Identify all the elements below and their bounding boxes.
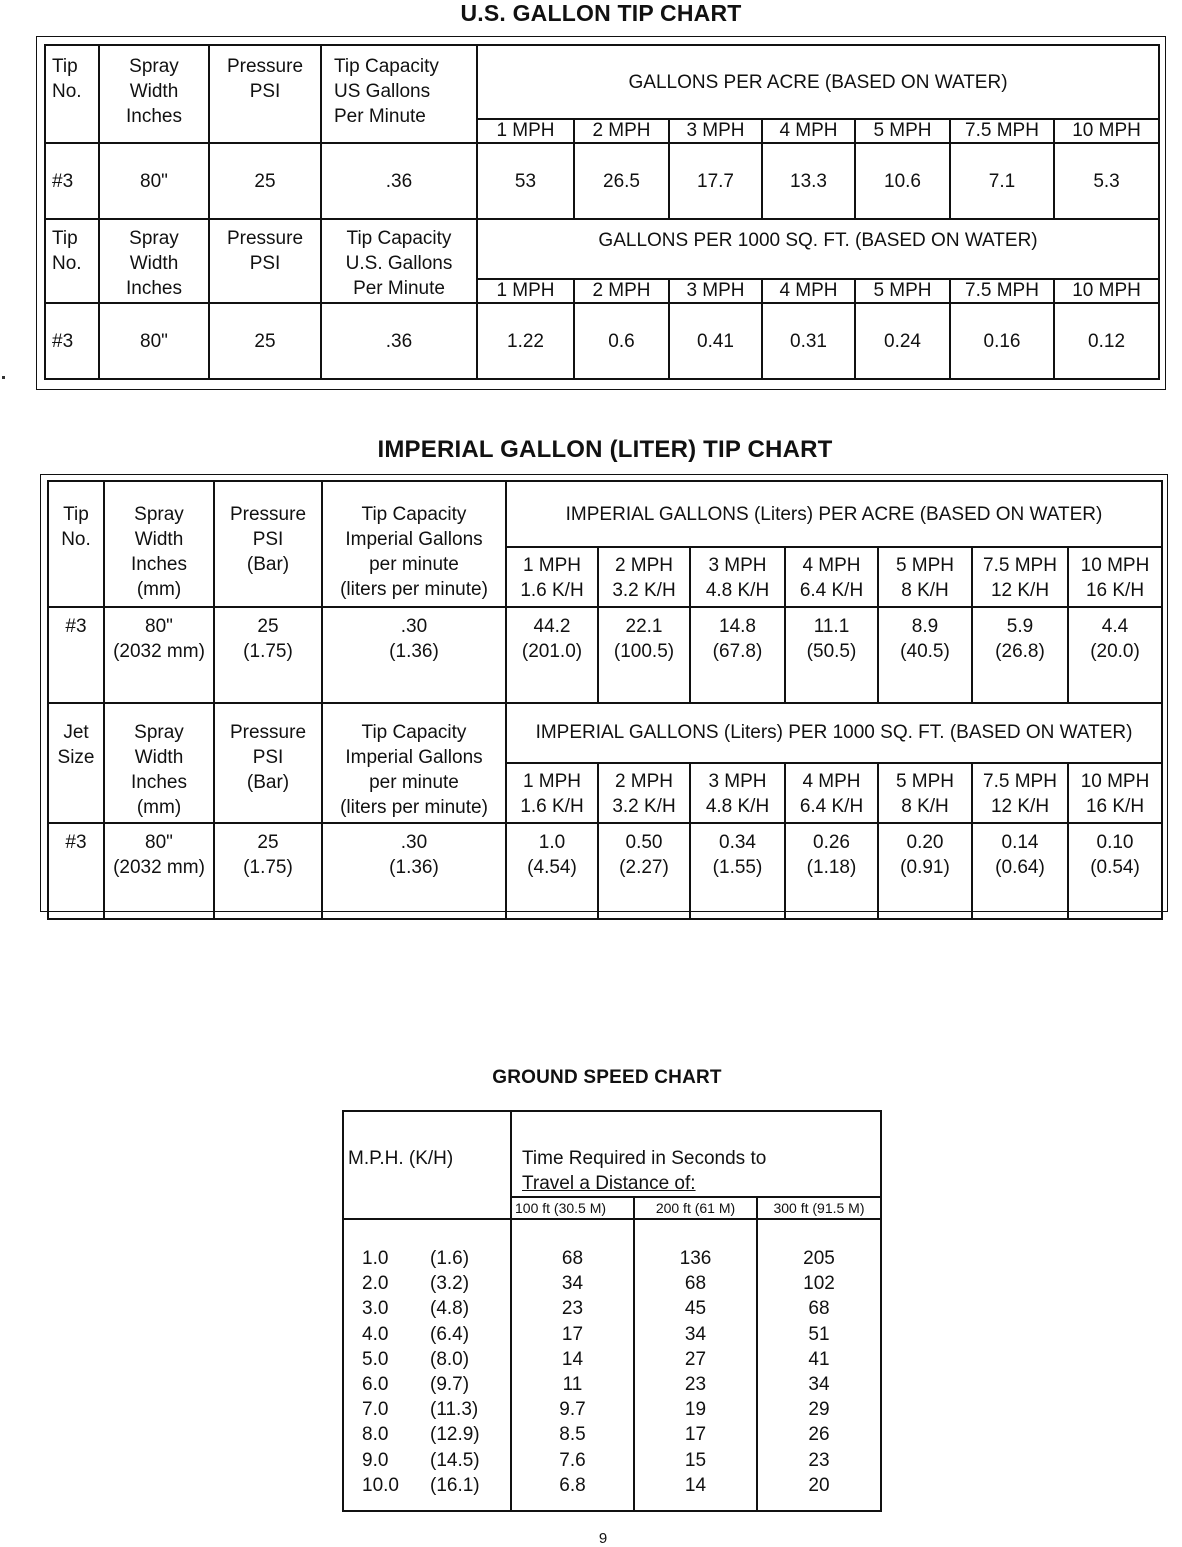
scan-speck — [2, 376, 5, 379]
us-speed2-1: 1 MPH — [477, 279, 574, 303]
imp-r1-v6-gal: 5.9 — [1006, 616, 1034, 637]
us-h1-capacity-l3: Per Minute — [334, 106, 426, 127]
imp-h1-tip-l2: No. — [61, 529, 91, 550]
gs-mph-value: 6.0 — [362, 1374, 389, 1396]
imp-h2-capacity — [322, 703, 506, 823]
imp-h1-spray — [104, 481, 214, 607]
us-h2-spray-l2: Width — [129, 253, 179, 274]
imp-data-row-2 — [48, 823, 1162, 919]
gs-speed-row — [362, 1246, 510, 1271]
gs-time-200: 27 — [684, 1348, 707, 1370]
imp-h2-spray-l1: Spray — [134, 722, 184, 743]
imp-h2-capacity-l4: (liters per minute) — [340, 797, 488, 818]
us-speed-1: 1 MPH — [477, 119, 574, 143]
us-h2-spray — [99, 219, 209, 303]
gs-time-header — [511, 1111, 881, 1197]
gs-time-100: 17 — [561, 1323, 584, 1345]
us-r1-v7: 5.3 — [1054, 143, 1159, 219]
imp-speed2-5 — [878, 763, 972, 823]
imp-speed-5-mph: 5 MPH — [895, 555, 955, 576]
imp-data-row-1 — [48, 607, 1162, 703]
imp-header-row-2 — [48, 703, 1162, 763]
imp-r2-v4-gal: 0.26 — [813, 832, 850, 853]
gs-time-100: 9.7 — [559, 1399, 586, 1421]
us-speed2-3: 3 MPH — [669, 279, 762, 303]
imp-speed-6-mph: 7.5 MPH — [983, 555, 1057, 576]
imp-r2-bar: (1.75) — [243, 857, 293, 878]
us-speed-4: 4 MPH — [762, 119, 855, 143]
gs-time-100: 23 — [561, 1298, 584, 1320]
imp-h2-spray-l2: Width — [134, 747, 184, 768]
imp-r2-cap-l: (1.36) — [389, 857, 439, 878]
imp-r2-v6-l: (0.64) — [995, 857, 1045, 878]
us-r2-v7: 0.12 — [1054, 303, 1159, 379]
imp-speed2-2-mph: 2 MPH — [614, 771, 674, 792]
imp-r1-pressure — [214, 607, 322, 703]
us-h2-capacity-l1: Tip Capacity — [346, 228, 452, 249]
us-h2-group: GALLONS PER 1000 SQ. FT. (BASED ON WATER) — [477, 219, 1159, 279]
imp-r2-v1-gal: 1.0 — [538, 832, 566, 853]
imperial-chart-title: IMPERIAL GALLON (LITER) TIP CHART — [377, 436, 833, 463]
us-speed-2: 2 MPH — [574, 119, 669, 143]
imp-r1-v4 — [785, 607, 878, 703]
us-r2-v5: 0.24 — [855, 303, 950, 379]
imp-r1-v3-gal: 14.8 — [719, 616, 756, 637]
imp-speed2-3-kh: 4.8 K/H — [705, 796, 770, 817]
imp-speed-5 — [878, 547, 972, 607]
imp-speed-5-kh: 8 K/H — [901, 580, 949, 601]
imp-r1-spray-mm: (2032 mm) — [113, 641, 205, 662]
imp-r1-v5 — [878, 607, 972, 703]
gs-speed-row — [362, 1322, 510, 1347]
imp-r2-capacity — [322, 823, 506, 919]
gs-time-100: 8.5 — [559, 1424, 586, 1446]
us-speed-7: 10 MPH — [1054, 119, 1159, 143]
imp-r1-v3-l: (67.8) — [712, 641, 763, 662]
imp-r2-spray-in: 80" — [145, 832, 173, 853]
imp-h1-spray-l2: Width — [134, 529, 184, 550]
imp-h2-tip-l1: Jet — [63, 722, 89, 743]
imp-speed-3-mph: 3 MPH — [708, 555, 767, 576]
us-h2-pressure-l2: PSI — [249, 253, 281, 274]
imp-speed-6-kh: 12 K/H — [990, 580, 1050, 601]
gs-mph-value: 2.0 — [362, 1273, 389, 1295]
gs-kh-value: (6.4) — [430, 1323, 470, 1345]
gs-time-header-l1: Time Required in Seconds to — [522, 1148, 767, 1169]
imp-speed-2-mph: 2 MPH — [614, 555, 674, 576]
us-h1-spray-l2: Width — [129, 81, 179, 102]
gs-300-column — [757, 1219, 881, 1511]
gs-time-300: 51 — [808, 1323, 830, 1345]
imp-h2-tip — [48, 703, 104, 823]
imp-r2-v1-l: (4.54) — [527, 857, 577, 878]
us-h2-capacity — [321, 219, 477, 303]
us-r1-v5: 10.6 — [855, 143, 950, 219]
imp-speed-3 — [690, 547, 785, 607]
imp-speed2-1-mph: 1 MPH — [522, 771, 582, 792]
us-speed-5: 5 MPH — [855, 119, 950, 143]
us-r1-tip: #3 — [45, 143, 99, 219]
imp-r1-v2 — [598, 607, 690, 703]
gs-time-100: 68 — [561, 1248, 584, 1269]
gs-kh-value: (3.2) — [430, 1273, 470, 1295]
imp-h2-tip-l2: Size — [57, 747, 95, 768]
imp-h1-pressure-l1: Pressure — [229, 504, 307, 525]
gs-body-row — [343, 1219, 881, 1511]
imp-r1-v6-l: (26.8) — [995, 641, 1045, 662]
us-r2-v6: 0.16 — [950, 303, 1054, 379]
gs-time-200: 68 — [684, 1273, 707, 1295]
imp-speed2-3-mph: 3 MPH — [708, 771, 767, 792]
imp-r2-v5-l: (0.91) — [900, 857, 950, 878]
imp-r2-v6-gal: 0.14 — [1001, 832, 1039, 853]
imp-speed2-2 — [598, 763, 690, 823]
us-h1-tip-l1: Tip — [52, 56, 78, 77]
imp-r2-spray-mm: (2032 mm) — [113, 857, 205, 878]
gs-time-300: 26 — [808, 1424, 830, 1446]
imp-r1-spray — [104, 607, 214, 703]
us-h2-pressure — [209, 219, 321, 303]
imp-r1-v1 — [506, 607, 598, 703]
imp-h1-group: IMPERIAL GALLONS (Liters) PER ACRE (BASED ON WATER) — [506, 481, 1162, 547]
imp-speed-1-kh: 1.6 K/H — [520, 580, 584, 601]
gs-time-300: 29 — [808, 1399, 830, 1421]
imp-speed2-7 — [1068, 763, 1162, 823]
gs-speed-row — [362, 1397, 510, 1422]
imp-speed-4 — [785, 547, 878, 607]
us-speed2-5: 5 MPH — [855, 279, 950, 303]
us-h2-pressure-l1: Pressure — [226, 228, 304, 249]
us-h1-pressure-l2: PSI — [249, 81, 281, 102]
imp-r2-psi: 25 — [257, 832, 279, 853]
imp-speed-3-kh: 4.8 K/H — [705, 580, 770, 601]
imp-r1-v7-gal: 4.4 — [1101, 616, 1129, 637]
us-r2-v2: 0.6 — [574, 303, 669, 379]
us-h2-capacity-l2: U.S. Gallons — [345, 253, 453, 274]
imp-h2-pressure-l3: (Bar) — [246, 772, 290, 793]
gs-time-300: 102 — [803, 1273, 835, 1295]
imp-speed-4-kh: 6.4 K/H — [799, 580, 864, 601]
us-speed2-7: 10 MPH — [1054, 279, 1159, 303]
us-tip-chart-table — [44, 44, 1160, 380]
imp-r1-spray-in: 80" — [145, 616, 173, 637]
imp-r1-v6 — [972, 607, 1068, 703]
imp-r2-tip: #3 — [48, 823, 104, 919]
gs-time-300: 23 — [808, 1449, 830, 1471]
imp-h2-capacity-l3: per minute — [369, 772, 459, 793]
gs-speed-row — [362, 1422, 510, 1447]
imp-r1-v3 — [690, 607, 785, 703]
gs-time-200: 14 — [684, 1474, 707, 1496]
imp-h1-capacity-l4: (liters per minute) — [340, 579, 488, 600]
us-speed2-6: 7.5 MPH — [950, 279, 1054, 303]
imp-speed-7-mph: 10 MPH — [1080, 555, 1150, 576]
us-header-row-1 — [45, 45, 1159, 119]
gs-time-100: 6.8 — [559, 1474, 586, 1496]
us-h1-spray-l1: Spray — [129, 56, 179, 77]
us-h1-capacity-l2: US Gallons — [334, 81, 431, 102]
imp-h2-spray — [104, 703, 214, 823]
gs-kh-value: (14.5) — [430, 1449, 480, 1471]
gs-mph-value: 4.0 — [362, 1323, 389, 1345]
ground-speed-title: GROUND SPEED CHART — [492, 1067, 722, 1088]
gs-time-300: 205 — [803, 1248, 835, 1269]
imp-r2-v3-l: (1.55) — [712, 857, 763, 878]
ground-speed-table — [342, 1110, 882, 1512]
imp-r2-v3 — [690, 823, 785, 919]
page-number: 9 — [598, 1530, 608, 1547]
imp-r2-v7 — [1068, 823, 1162, 919]
gs-time-100: 34 — [561, 1273, 584, 1295]
gs-100-column — [511, 1219, 634, 1511]
gs-kh-value: (8.0) — [430, 1348, 470, 1370]
imp-r2-v7-gal: 0.10 — [1096, 832, 1134, 853]
imp-h1-pressure — [214, 481, 322, 607]
us-h2-capacity-l3: Per Minute — [353, 278, 445, 299]
us-h1-capacity — [321, 45, 477, 143]
us-h2-spray-l3: Inches — [126, 278, 182, 299]
gs-speed-row — [362, 1347, 510, 1372]
gs-kh-value: (12.9) — [430, 1424, 480, 1446]
gs-mph-value: 3.0 — [362, 1298, 389, 1320]
gs-time-header-l2: Travel a Distance of: — [522, 1173, 696, 1194]
imp-speed2-1 — [506, 763, 598, 823]
imp-speed2-5-kh: 8 K/H — [901, 796, 949, 817]
us-h2-tip-l2: No. — [52, 253, 82, 274]
us-h1-pressure — [209, 45, 321, 143]
us-h1-spray-l3: Inches — [126, 106, 182, 127]
imp-h1-capacity-l1: Tip Capacity — [361, 504, 467, 525]
imp-speed2-6 — [972, 763, 1068, 823]
imp-r2-v5-gal: 0.20 — [906, 832, 944, 853]
us-r1-spray: 80" — [99, 143, 209, 219]
imp-h1-spray-l4: (mm) — [136, 579, 182, 600]
imp-speed-1-mph: 1 MPH — [522, 555, 582, 576]
imp-r1-psi: 25 — [257, 616, 279, 637]
gs-kh-value: (9.7) — [430, 1374, 470, 1396]
imp-speed2-4-mph: 4 MPH — [802, 771, 861, 792]
imp-speed2-1-kh: 1.6 K/H — [520, 796, 584, 817]
imp-speed-1 — [506, 547, 598, 607]
us-r1-v4: 13.3 — [762, 143, 855, 219]
imp-r1-cap-l: (1.36) — [389, 641, 439, 662]
imp-header-row-1 — [48, 481, 1162, 547]
imp-r1-v2-l: (100.5) — [613, 641, 675, 662]
imp-h1-spray-l3: Inches — [131, 554, 187, 575]
gs-kh-value: (1.6) — [430, 1248, 470, 1269]
gs-dist-100: 100 ft (30.5 M) — [511, 1197, 634, 1219]
imp-h1-capacity — [322, 481, 506, 607]
us-h2-spray-l1: Spray — [129, 228, 179, 249]
us-speed2-2: 2 MPH — [574, 279, 669, 303]
us-h2-tip-l1: Tip — [52, 228, 78, 249]
us-h1-group: GALLONS PER ACRE (BASED ON WATER) — [477, 45, 1159, 119]
imp-r2-v5 — [878, 823, 972, 919]
gs-time-100: 11 — [562, 1374, 583, 1396]
imp-speed-7 — [1068, 547, 1162, 607]
imp-h2-spray-l4: (mm) — [136, 797, 182, 818]
us-data-row-2 — [45, 303, 1159, 379]
imp-r1-v2-gal: 22.1 — [625, 616, 663, 637]
imp-speed2-2-kh: 3.2 K/H — [612, 796, 676, 817]
us-h1-tip-l2: No. — [52, 81, 82, 102]
us-h1-capacity-l1: Tip Capacity — [334, 56, 439, 77]
gs-dist-300: 300 ft (91.5 M) — [757, 1197, 881, 1219]
imp-r2-v2-l: (2.27) — [619, 857, 669, 878]
gs-speed-row — [362, 1296, 510, 1321]
imp-r2-pressure — [214, 823, 322, 919]
imp-h2-pressure-l2: PSI — [252, 747, 284, 768]
us-r1-v6: 7.1 — [950, 143, 1054, 219]
gs-time-200: 17 — [684, 1424, 707, 1446]
imp-r2-v6 — [972, 823, 1068, 919]
gs-time-200: 19 — [684, 1399, 707, 1421]
imp-r1-v7-l: (20.0) — [1090, 641, 1140, 662]
us-header-row-2 — [45, 219, 1159, 279]
gs-time-200: 15 — [684, 1449, 707, 1471]
gs-time-200: 23 — [684, 1374, 707, 1396]
gs-mph-value: 1.0 — [362, 1248, 389, 1269]
us-h1-spray — [99, 45, 209, 143]
gs-time-200: 45 — [684, 1298, 707, 1320]
imp-r1-v5-l: (40.5) — [900, 641, 950, 662]
imp-h1-capacity-l3: per minute — [369, 554, 459, 575]
gs-time-100: 7.6 — [559, 1449, 586, 1471]
imp-h2-capacity-l1: Tip Capacity — [361, 722, 467, 743]
imp-r2-v2 — [598, 823, 690, 919]
imp-speed2-6-kh: 12 K/H — [990, 796, 1050, 817]
us-chart-title: U.S. GALLON TIP CHART — [460, 0, 742, 26]
gs-time-300: 34 — [808, 1374, 830, 1396]
gs-kh-value: (4.8) — [430, 1298, 470, 1320]
imp-speed2-7-mph: 10 MPH — [1080, 771, 1150, 792]
us-r1-v1: 53 — [477, 143, 574, 219]
imp-r1-v4-gal: 11.1 — [813, 616, 850, 637]
imp-speed2-4-kh: 6.4 K/H — [799, 796, 864, 817]
gs-200-column — [634, 1219, 757, 1511]
imp-speed-2-kh: 3.2 K/H — [612, 580, 676, 601]
imp-h1-pressure-l3: (Bar) — [246, 554, 290, 575]
gs-kh-value: (11.3) — [430, 1399, 479, 1421]
imp-h2-pressure-l1: Pressure — [229, 722, 307, 743]
us-r2-pressure: 25 — [209, 303, 321, 379]
imp-r1-capacity — [322, 607, 506, 703]
us-r1-capacity: .36 — [321, 143, 477, 219]
imp-r2-cap-gal: .30 — [400, 832, 428, 853]
imp-r1-v5-gal: 8.9 — [911, 616, 939, 637]
imp-r1-bar: (1.75) — [243, 641, 293, 662]
imp-speed-2 — [598, 547, 690, 607]
us-speed-3: 3 MPH — [669, 119, 762, 143]
imp-r1-v1-gal: 44.2 — [533, 616, 571, 637]
imp-r1-cap-gal: .30 — [400, 616, 428, 637]
us-speed-6: 7.5 MPH — [950, 119, 1054, 143]
gs-mph-value: 10.0 — [362, 1474, 399, 1496]
imperial-tip-chart-table — [47, 480, 1163, 920]
imp-speed2-6-mph: 7.5 MPH — [983, 771, 1057, 792]
gs-time-300: 41 — [808, 1348, 830, 1370]
imp-r2-v1 — [506, 823, 598, 919]
imp-speed2-7-kh: 16 K/H — [1085, 796, 1145, 817]
imp-r2-v4-l: (1.18) — [806, 857, 857, 878]
imp-r2-v7-l: (0.54) — [1090, 857, 1140, 878]
imp-h2-spray-l3: Inches — [131, 772, 187, 793]
us-r1-pressure: 25 — [209, 143, 321, 219]
us-r2-v4: 0.31 — [762, 303, 855, 379]
gs-mph-value: 7.0 — [362, 1399, 389, 1421]
gs-speed-row — [362, 1372, 510, 1397]
us-data-row-1 — [45, 143, 1159, 219]
us-speed2-4: 4 MPH — [762, 279, 855, 303]
gs-speed-row — [362, 1473, 510, 1498]
imp-speed2-3 — [690, 763, 785, 823]
gs-speed-row — [362, 1271, 510, 1296]
imp-speed2-5-mph: 5 MPH — [895, 771, 955, 792]
imp-r2-v4 — [785, 823, 878, 919]
imp-speed-4-mph: 4 MPH — [802, 555, 861, 576]
imp-h1-tip — [48, 481, 104, 607]
gs-time-100: 14 — [561, 1348, 584, 1370]
imp-h2-group: IMPERIAL GALLONS (Liters) PER 1000 SQ. FT. (BASED ON WATER) — [506, 703, 1162, 763]
us-h1-tip — [45, 45, 99, 143]
us-h2-tip — [45, 219, 99, 303]
us-r2-tip: #3 — [45, 303, 99, 379]
imp-speed2-4 — [785, 763, 878, 823]
imp-h1-capacity-l2: Imperial Gallons — [345, 529, 483, 550]
imp-r2-v2-gal: 0.50 — [625, 832, 663, 853]
imp-h1-spray-l1: Spray — [134, 504, 184, 525]
imp-h2-pressure — [214, 703, 322, 823]
imp-r1-v4-l: (50.5) — [806, 641, 857, 662]
imp-h1-tip-l1: Tip — [63, 504, 89, 525]
imp-h2-capacity-l2: Imperial Gallons — [345, 747, 483, 768]
gs-mph-value: 9.0 — [362, 1449, 389, 1471]
imp-r2-spray — [104, 823, 214, 919]
us-r2-v1: 1.22 — [477, 303, 574, 379]
gs-dist-200: 200 ft (61 M) — [634, 1197, 757, 1219]
gs-mph-value: 8.0 — [362, 1424, 389, 1446]
imp-speed-7-kh: 16 K/H — [1085, 580, 1145, 601]
gs-kh-value: (16.1) — [430, 1474, 480, 1496]
gs-time-200: 34 — [684, 1323, 707, 1345]
gs-header-row — [343, 1111, 881, 1197]
gs-mph-header: M.P.H. (K/H) — [343, 1111, 511, 1219]
us-r2-spray: 80" — [99, 303, 209, 379]
imp-r1-v7 — [1068, 607, 1162, 703]
us-r1-v3: 17.7 — [669, 143, 762, 219]
us-r2-v3: 0.41 — [669, 303, 762, 379]
imp-h1-pressure-l2: PSI — [252, 529, 284, 550]
gs-speed-column — [343, 1219, 511, 1511]
gs-speed-row — [362, 1448, 510, 1473]
imp-speed-6 — [972, 547, 1068, 607]
gs-mph-value: 5.0 — [362, 1348, 389, 1370]
imp-r1-v1-l: (201.0) — [521, 641, 583, 662]
us-r1-v2: 26.5 — [574, 143, 669, 219]
imp-r1-tip: #3 — [48, 607, 104, 703]
imp-r2-v3-gal: 0.34 — [719, 832, 756, 853]
us-h1-pressure-l1: Pressure — [226, 56, 304, 77]
gs-time-300: 68 — [808, 1298, 830, 1320]
us-r2-capacity: .36 — [321, 303, 477, 379]
gs-time-300: 20 — [808, 1474, 830, 1496]
gs-time-200: 136 — [679, 1248, 712, 1269]
